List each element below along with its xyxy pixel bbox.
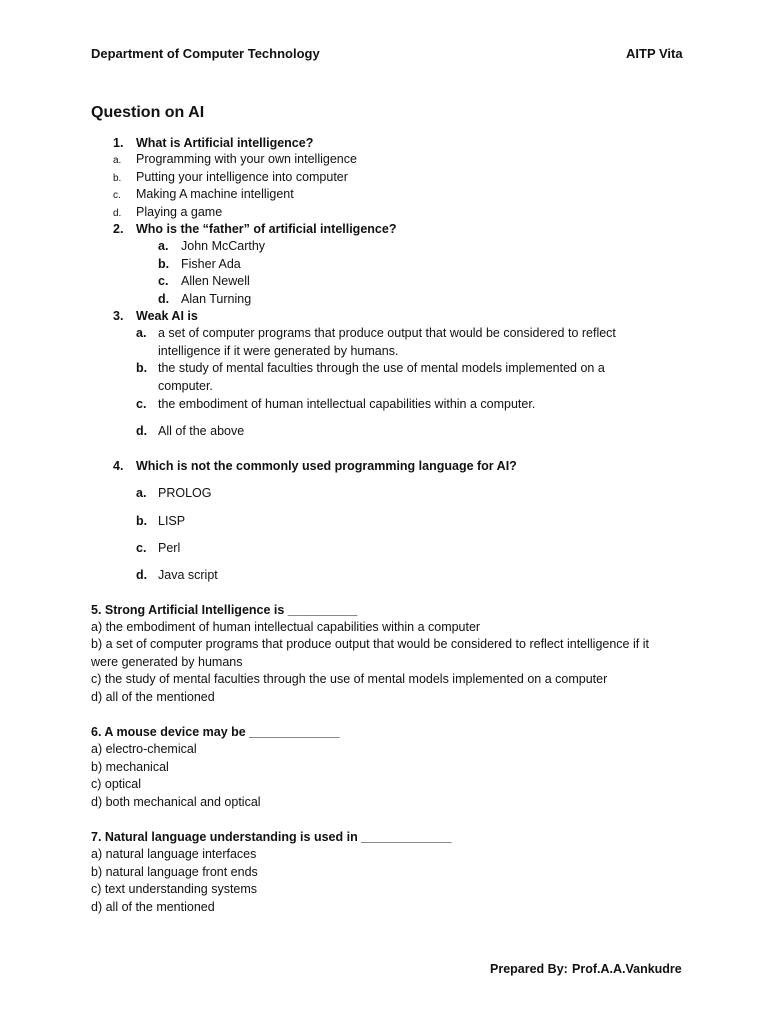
q6-option-d: d) both mechanical and optical — [91, 795, 261, 809]
q4-option-b-letter: b. — [136, 514, 148, 528]
q6-option-a: a) electro-chemical — [91, 742, 197, 756]
question-7-text: 7. Natural language understanding is used in _____________ — [91, 830, 452, 844]
q5-option-b: b) a set of computer programs that produce output that would be considered to reflect intelligence if it — [91, 637, 649, 651]
q2-option-a: John McCarthy — [181, 239, 266, 253]
q7-option-a: a) natural language interfaces — [91, 847, 257, 861]
header-department: Department of Computer Technology — [91, 46, 320, 61]
q7-option-b: b) natural language front ends — [91, 865, 258, 879]
q1-option-d-letter: d. — [113, 208, 122, 219]
q1-option-b-letter: b. — [113, 173, 122, 184]
q3-option-b-line1: the study of mental faculties through the use of mental models implemented on a — [158, 361, 605, 375]
q7-option-c: c) text understanding systems — [91, 882, 258, 896]
question-3-text: Weak AI is — [136, 309, 198, 323]
q6-option-b: b) mechanical — [91, 760, 169, 774]
q2-option-b: Fisher Ada — [181, 257, 241, 271]
q5-option-d: d) all of the mentioned — [91, 690, 215, 704]
q4-option-d-letter: d. — [136, 568, 148, 582]
page-title: Question on AI — [91, 104, 205, 121]
q1-option-b: Putting your intelligence into computer — [136, 170, 348, 184]
question-5-text: 5. Strong Artificial Intelligence is __________ — [91, 603, 358, 617]
q4-option-a: PROLOG — [158, 486, 212, 500]
q3-option-d: All of the above — [158, 424, 245, 438]
q4-option-a-letter: a. — [136, 486, 147, 500]
q1-option-a: Programming with your own intelligence — [136, 152, 357, 166]
q3-option-c: the embodiment of human intellectual capabilities within a computer. — [158, 397, 536, 411]
q3-option-b-letter: b. — [136, 361, 148, 375]
q2-option-d-letter: d. — [158, 292, 170, 306]
q4-option-c-letter: c. — [136, 541, 147, 555]
q2-option-d: Alan Turning — [181, 292, 252, 306]
question-1-number: 1. — [113, 136, 124, 150]
q1-option-c: Making A machine intelligent — [136, 187, 294, 201]
question-1-text: What is Artificial intelligence? — [136, 136, 314, 150]
q4-option-d: Java script — [158, 568, 218, 582]
q7-option-d: d) all of the mentioned — [91, 900, 215, 914]
q3-option-a-line1: a set of computer programs that produce output that would be considered to reflect — [158, 326, 616, 340]
question-6-text: 6. A mouse device may be _____________ — [91, 725, 340, 739]
q5-option-a: a) the embodiment of human intellectual capabilities within a computer — [91, 620, 481, 634]
q6-option-c: c) optical — [91, 777, 142, 791]
q1-option-c-letter: c. — [113, 190, 121, 201]
q2-option-a-letter: a. — [158, 239, 169, 253]
q3-option-a-line2: intelligence if it were generated by humans. — [158, 344, 399, 358]
q3-option-b-line2: computer. — [158, 379, 213, 393]
q4-option-b: LISP — [158, 514, 186, 528]
q4-option-c: Perl — [158, 541, 181, 555]
question-2-text: Who is the “father” of artificial intelligence? — [136, 222, 397, 236]
question-4-text: Which is not the commonly used programming language for AI? — [136, 459, 517, 473]
question-4-number: 4. — [113, 459, 124, 473]
q2-option-b-letter: b. — [158, 257, 170, 271]
header-institute: AITP Vita — [626, 46, 683, 61]
q5-option-b-cont: were generated by humans — [91, 655, 243, 669]
q3-option-a-letter: a. — [136, 326, 147, 340]
q1-option-a-letter: a. — [113, 155, 122, 166]
question-3-number: 3. — [113, 309, 124, 323]
footer-author-name: Prof.A.A.Vankudre — [572, 962, 682, 976]
q5-option-c: c) the study of mental faculties through the use of mental models implemented on a computer — [91, 672, 608, 686]
q3-option-d-letter: d. — [136, 424, 148, 438]
footer-prepared-label: Prepared By: — [490, 962, 568, 976]
q2-option-c-letter: c. — [158, 274, 169, 288]
question-2-number: 2. — [113, 222, 124, 236]
q3-option-c-letter: c. — [136, 397, 147, 411]
q2-option-c: Allen Newell — [181, 274, 250, 288]
q1-option-d: Playing a game — [136, 205, 223, 219]
